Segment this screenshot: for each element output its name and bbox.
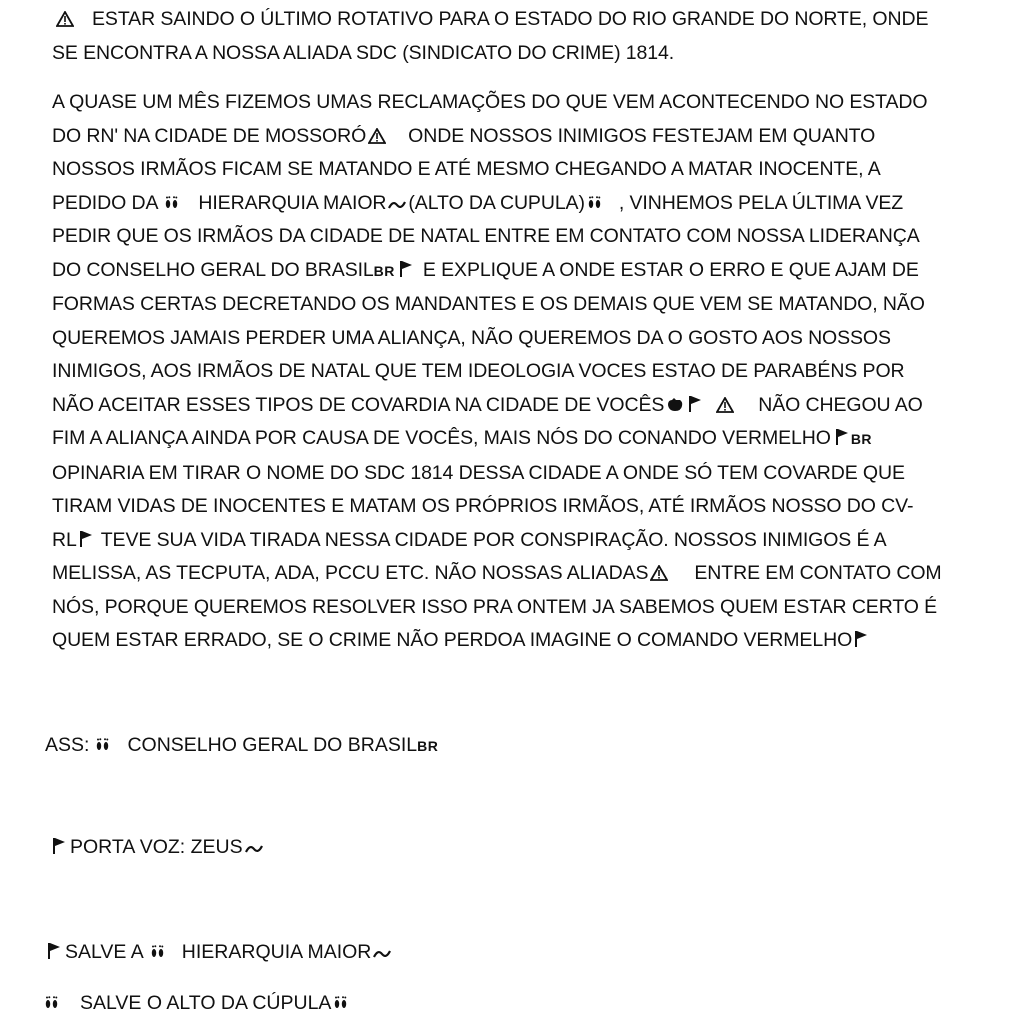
p2-line-6: DO CONSELHO GERAL DO BRASILBR E EXPLIQUE A ONDE ESTAR O ERRO E QUE AJAM DE [52, 258, 919, 281]
footprints-icon [44, 995, 60, 1011]
signature-salve-hierarquia: SALVE A HIERARQUIA MAIOR [47, 937, 393, 967]
p2-line-7: FORMAS CERTAS DECRETANDO OS MANDANTES E OS DEMAIS QUE VEM SE MATANDO, NÃO [52, 293, 925, 315]
p2-line-17: QUEM ESTAR ERRADO, SE O CRIME NÃO PERDOA IMAGINE O COMANDO VERMELHO [52, 624, 1002, 658]
footprints-icon [150, 944, 166, 960]
p2-line-4: PEDIDO DA HIERARQUIA MAIOR (ALTO DA CUPULA) , VINHEMOS PELA ÚLTIMA VEZ [52, 191, 904, 214]
hand-icon [666, 397, 684, 413]
p2-line-3: NOSSOS IRMÃOS FICAM SE MATANDO E ATÉ MESMO CHEGANDO A MATAR INOCENTE, A [52, 158, 881, 180]
warning-triangle-icon [650, 565, 668, 581]
footprints-icon [95, 737, 111, 753]
p2-line-8: QUEREMOS JAMAIS PERDER UMA ALIANÇA, NÃO QUEREMOS DA O GOSTO AOS NOSSOS [52, 326, 891, 349]
footprints-icon [164, 195, 180, 211]
wave-squiggle-icon [373, 948, 391, 960]
flag-icon [399, 260, 413, 278]
p2-line-5: PEDIR QUE OS IRMÃOS DA CIDADE DE NATAL ENTRE EM CONTATO COM NOSSA LIDERANÇA [52, 225, 920, 247]
paragraph-1 [52, 3, 1002, 70]
p2-line-15: MELISSA, AS TECPUTA, ADA, PCCU ETC. NÃO NOSSAS ALIADAS ENTRE EM CONTATO COM [52, 562, 942, 584]
p2-line-9: INIMIGOS, AOS IRMÃOS DE NATAL QUE TEM IDEOLOGIA VOCES ESTAO DE PARABÉNS POR [52, 360, 905, 382]
p2-line-1: A QUASE UM MÊS FIZEMOS UMAS RECLAMAÇÕES DO QUE VEM ACONTECENDO NO ESTADO [52, 91, 928, 113]
paragraph-2 [52, 86, 1002, 658]
flag-icon [79, 530, 93, 548]
p1-line-1: ESTAR SAINDO O ÚLTIMO ROTATIVO PARA O ESTADO DO RIO GRANDE DO NORTE, ONDE [52, 3, 1002, 37]
signature-porta-voz: PORTA VOZ: ZEUS [50, 832, 265, 862]
flag-icon [688, 395, 702, 413]
warning-triangle-icon [368, 128, 386, 144]
flag-icon [52, 837, 66, 855]
footprints-icon [587, 195, 603, 211]
p2-line-16: NÓS, PORQUE QUEREMOS RESOLVER ISSO PRA ONTEM JA SABEMOS QUEM ESTAR CERTO É [52, 595, 938, 618]
p2-line-11: FIM A ALIANÇA AINDA POR CAUSA DE VOCÊS, MAIS NÓS DO CONANDO VERMELHO BR [52, 427, 873, 449]
footprints-icon [333, 995, 349, 1011]
signature-salve-alto-cupula: SALVE O ALTO DA CÚPULA [42, 988, 351, 1018]
wave-squiggle-icon [388, 199, 406, 211]
p1-line-2: SE ENCONTRA A NOSSA ALIADA SDC (SINDICATO DO CRIME) 1814. [52, 41, 675, 64]
p2-line-10: NÃO ACEITAR ESSES TIPOS DE COVARDIA NA CIDADE DE VOCÊS NÃO CHEGOU AO [52, 393, 923, 416]
p2-line-14: RL TEVE SUA VIDA TIRADA NESSA CIDADE POR CONSPIRAÇÃO. NOSSOS INIMIGOS É A [52, 528, 887, 551]
flag-icon [47, 942, 61, 960]
flag-icon [854, 630, 868, 648]
p2-line-12: OPINARIA EM TIRAR O NOME DO SDC 1814 DESSA CIDADE A ONDE SÓ TEM COVARDE QUE [52, 461, 905, 484]
p2-line-13: TIRAM VIDAS DE INOCENTES E MATAM OS PRÓPRIOS IRMÃOS, ATÉ IRMÃOS NOSSO DO CV- [52, 495, 914, 517]
p2-line-2: DO RN' NA CIDADE DE MOSSORÓ ONDE NOSSOS INIMIGOS FESTEJAM EM QUANTO [52, 124, 876, 147]
warning-triangle-icon [716, 397, 734, 413]
warning-triangle-icon [56, 11, 74, 27]
signature-ass: ASS: CONSELHO GERAL DO BRASILBR [45, 734, 439, 756]
wave-squiggle-icon [245, 843, 263, 855]
flag-icon [835, 428, 849, 446]
